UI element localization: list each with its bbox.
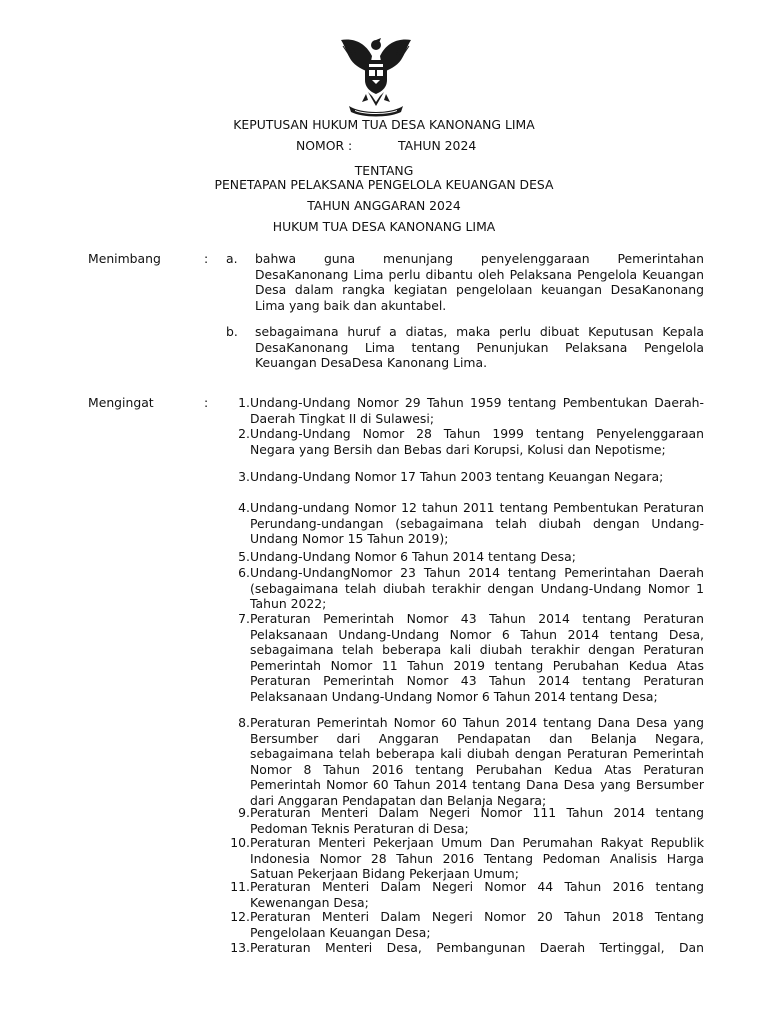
item-marker: 3. xyxy=(238,469,250,484)
mengingat-item xyxy=(222,909,704,940)
item-marker: 12. xyxy=(230,909,250,924)
nomor-label: NOMOR : xyxy=(296,138,353,153)
mengingat-label: Mengingat xyxy=(88,395,154,410)
menimbang-colon: : xyxy=(204,251,209,266)
mengingat-item xyxy=(222,395,704,426)
item-text: Undang-undang Nomor 12 tahun 2011 tentang Pembentukan Peraturan Perundang-undangan (sebagaimana telah diubah dengan Undang-Undang Nomor 15 Tahun 2019); xyxy=(250,500,704,547)
mengingat-item xyxy=(222,500,704,547)
item-text: Peraturan Menteri Dalam Negeri Nomor 20 Tahun 2018 Tentang Pengelolaan Keuangan Desa; xyxy=(250,909,704,940)
item-marker: 9. xyxy=(238,805,250,820)
item-text: bahwa guna menunjang penyelenggaraan Pemerintahan DesaKanonang Lima perlu dibantu oleh Pelaksana Pengelola Keuangan Desa dalam rangka kegiatan pengelolaan keuangan DesaKanonang Lima yang baik dan akuntabel. xyxy=(255,251,704,313)
mengingat-item xyxy=(222,426,704,457)
item-marker: 10. xyxy=(230,835,250,850)
tentang-heading: TENTANG xyxy=(354,163,414,178)
item-text: Undang-Undang Nomor 29 Tahun 1959 tentang Pembentukan Daerah-Daerah Tingkat II di Sulawesi; xyxy=(250,395,704,426)
issuer: HUKUM TUA DESA KANONANG LIMA xyxy=(272,219,496,234)
item-text: sebagaimana huruf a diatas, maka perlu dibuat Keputusan Kepala DesaKanonang Lima tentang Penunjukan Pelaksana Pengelola Keuangan DesaDesa Kanonang Lima. xyxy=(255,324,704,371)
item-text: Undang-Undang Nomor 28 Tahun 1999 tentang Penyelenggaraan Negara yang Bersih dan Bebas dari Korupsi, Kolusi dan Nepotisme; xyxy=(250,426,704,457)
nomor-value: TAHUN 2024 xyxy=(398,138,477,153)
item-marker: 13. xyxy=(230,940,250,955)
mengingat-item xyxy=(222,940,704,956)
mengingat-item xyxy=(222,715,704,809)
item-text: Peraturan Menteri Pekerjaan Umum Dan Perumahan Rakyat Republik Indonesia Nomor 28 Tahun 2016 Tentang Pedoman Analisis Harga Satuan Pekerjaan Bidang Pekerjaan Umum; xyxy=(250,835,704,882)
mengingat-item xyxy=(222,835,704,882)
item-text: Peraturan Menteri Dalam Negeri Nomor 111 Tahun 2014 tentang Pedoman Teknis Peraturan di Desa; xyxy=(250,805,704,836)
mengingat-item xyxy=(222,565,704,612)
mengingat-item xyxy=(222,805,704,836)
menimbang-item xyxy=(222,324,704,371)
item-marker: 1. xyxy=(238,395,250,410)
item-marker: 5. xyxy=(238,549,250,564)
document-subject: PENETAPAN PELAKSANA PENGELOLA KEUANGAN DESA xyxy=(214,177,554,192)
fiscal-year: TAHUN ANGGARAN 2024 xyxy=(307,198,461,213)
item-text: Undang-Undang Nomor 6 Tahun 2014 tentang Desa; xyxy=(250,549,576,564)
item-text: Undang-Undang Nomor 17 Tahun 2003 tentang Keuangan Negara; xyxy=(250,469,664,484)
garuda-emblem-icon xyxy=(335,34,417,118)
mengingat-colon: : xyxy=(204,395,209,410)
mengingat-item xyxy=(222,469,704,485)
item-marker: 6. xyxy=(238,565,250,580)
document-title: KEPUTUSAN HUKUM TUA DESA KANONANG LIMA xyxy=(233,117,535,132)
item-marker: 11. xyxy=(230,879,250,894)
item-marker: 4. xyxy=(238,500,250,515)
mengingat-item xyxy=(222,611,704,705)
item-marker: a. xyxy=(226,251,238,266)
menimbang-item xyxy=(222,251,704,313)
item-marker: 2. xyxy=(238,426,250,441)
item-text: Peraturan Menteri Dalam Negeri Nomor 44 Tahun 2016 tentang Kewenangan Desa; xyxy=(250,879,704,910)
mengingat-item xyxy=(222,879,704,910)
mengingat-item xyxy=(222,549,704,565)
item-marker: 7. xyxy=(238,611,250,626)
item-text: Peraturan Pemerintah Nomor 60 Tahun 2014 tentang Dana Desa yang Bersumber dari Anggaran Pendapatan dan Belanja Negara, sebagaimana telah beberapa kali diubah dengan Peraturan Pemerintah Nomor 8 Tahun 2016 tentang Perubahan Kedua Atas Peraturan Pemerintah Nomor 60 Tahun 2014 tentang Dana Desa yang Bersumber dari Anggaran Pendapatan dan Belanja Negara; xyxy=(250,715,704,808)
item-marker: b. xyxy=(226,324,238,339)
item-text: Peraturan Menteri Desa, Pembangunan Daerah Tertinggal, Dan xyxy=(250,940,704,955)
item-marker: 8. xyxy=(238,715,250,730)
menimbang-label: Menimbang xyxy=(88,251,161,266)
item-text: Peraturan Pemerintah Nomor 43 Tahun 2014 tentang Peraturan Pelaksanaan Undang-Undang Nomor 6 Tahun 2014 tentang Desa, sebagaimana telah beberapa kali diubah terakhir dengan Peraturan Pemerintah Nomor 11 Tahun 2019 tentang Perubahan Kedua Atas Peraturan Pemerintah Nomor 43 Tahun 2014 tentang Peraturan Pelaksanaan Undang-Undang Nomor 6 Tahun 2014 tentang Desa; xyxy=(250,611,704,704)
item-text: Undang-UndangNomor 23 Tahun 2014 tentang Pemerintahan Daerah (sebagaimana telah diubah terakhir dengan Undang-Undang Nomor 1 Tahun 2022; xyxy=(250,565,704,612)
